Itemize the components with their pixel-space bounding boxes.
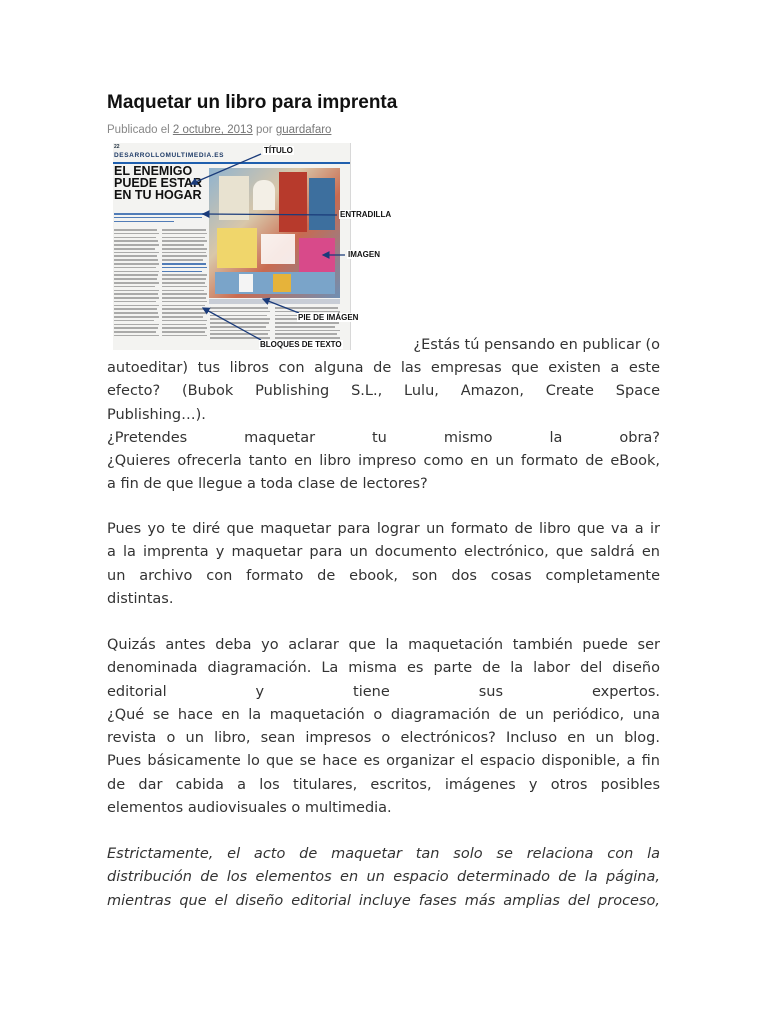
paragraph-line: Quizás antes deba yo aclarar que la maquetación también puede ser [107, 637, 660, 653]
headline-line: PUEDE ESTAR [114, 176, 202, 190]
paragraph-line: Publishing…). [107, 406, 206, 423]
meta-by: por [255, 124, 273, 136]
label-pie-de-imagen: PIE DE IMÁGEN [298, 313, 359, 322]
paragraph-line: mientras que el diseño editorial incluye fases más amplias del proceso, [107, 892, 660, 909]
meta-prefix: Publicado el [107, 124, 170, 136]
paragraph-line: Estrictamente, el acto de maquetar tan solo se relaciona con la [107, 846, 660, 862]
paragraph-line: de dar cabida a los titulares, escritos, imágenes y otros posibles [107, 776, 660, 793]
paragraph-4 [107, 843, 660, 913]
paragraph-line: ¿Quieres ofrecerla tanto en libro impreso como en un formato de eBook, [107, 453, 660, 470]
author-link[interactable]: guardafaro [275, 124, 332, 136]
label-imagen: IMAGEN [348, 250, 380, 259]
paragraph-line: distribución de los elementos en un espacio determinado de la página, [107, 869, 660, 886]
headline-line: EL ENEMIGO [114, 164, 193, 178]
paragraph-line: autoeditar) tus libros con alguna de las empresas que existen a este [107, 360, 660, 376]
paragraph-line: efecto? (Bubok Publishing S.L., Lulu, Amazon, Create Space [107, 383, 660, 400]
paragraph-line: un archivo con formato de ebook, son dos cosas completamente [107, 567, 660, 584]
label-bloques-de-texto: BLOQUES DE TEXTO [260, 340, 342, 349]
paragraph-3 [107, 634, 660, 820]
paragraph-line: distintas. [107, 590, 174, 607]
intro-lead: ¿Estás tú pensando en publicar (o [413, 337, 660, 353]
date-link[interactable]: 2 octubre, 2013 [172, 124, 253, 136]
site-header: DESARROLLOMULTIMEDIA.ES [114, 152, 225, 159]
paragraph-line: a la imprenta y maquetar para un documento electrónico, que saldrá en [107, 544, 660, 561]
paragraph-line: editorial y tiene sus expertos. [107, 683, 660, 700]
paragraph-line: Pues básicamente lo que se hace es organizar el espacio disponible, a fin [107, 753, 660, 770]
post-meta [107, 124, 331, 136]
paragraph-line: a fin de que llegue a toda clase de lectores? [107, 476, 428, 493]
layout-diagram-image [113, 140, 390, 350]
label-titulo: TÍTULO [264, 146, 293, 155]
headline-line: EN TU HOGAR [114, 188, 202, 202]
paragraph-line: Pues yo te diré que maquetar para lograr un formato de libro que va a ir [107, 521, 660, 537]
paragraph-1 [107, 357, 660, 497]
paragraph-line: revista o un libro, sean impresos o electrónicos? Incluso en un blog. [107, 730, 660, 747]
paragraph-line: ¿Qué se hace en la maquetación o diagramación de un periódico, una [107, 706, 660, 723]
label-entradilla: ENTRADILLA [340, 210, 392, 219]
paragraph-line: elementos audiovisuales o multimedia. [107, 800, 392, 817]
paragraph-line: denominada diagramación. La misma es parte de la labor del diseño [107, 660, 660, 677]
paragraph-2 [107, 518, 660, 611]
paragraph-line: ¿Pretendes maquetar tu mismo la obra? [107, 429, 660, 446]
page-number: 22 [114, 144, 120, 150]
article-title: Maquetar un libro para imprenta [107, 92, 398, 113]
